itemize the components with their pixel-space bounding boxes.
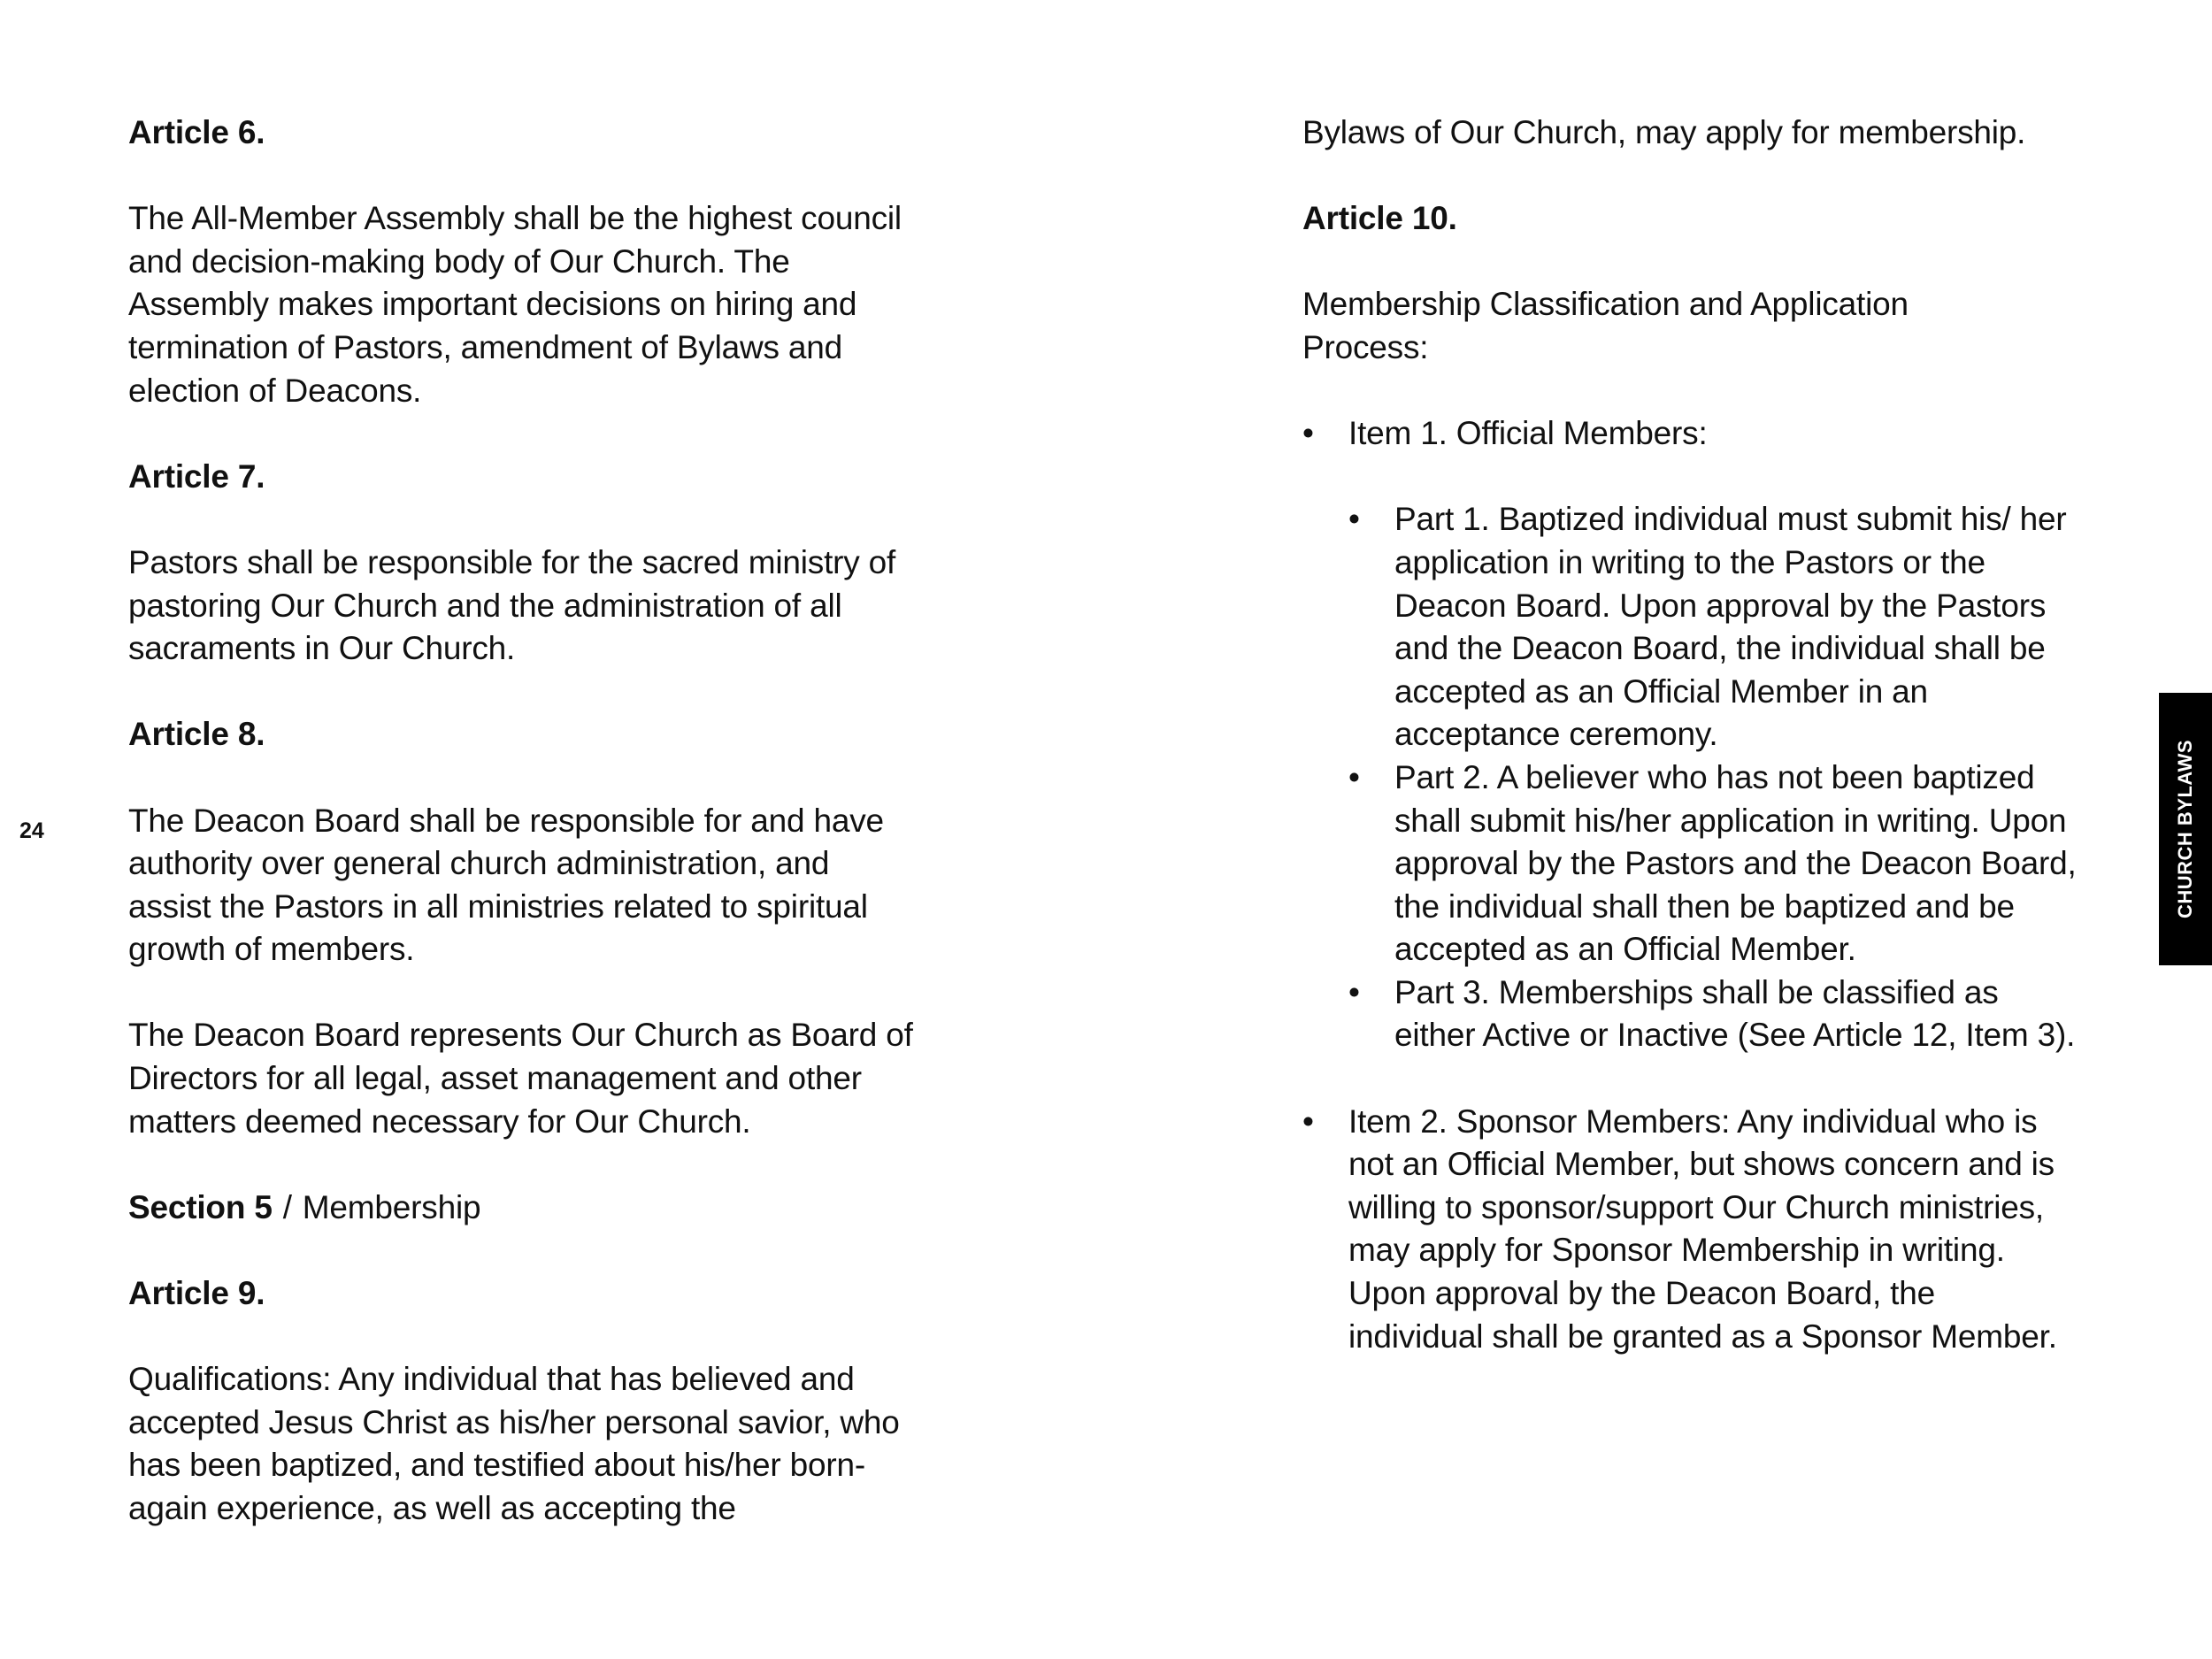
- section-5-title: [128, 1187, 925, 1230]
- list-item: [1302, 412, 2099, 1101]
- article-8-body-2: The Deacon Board represents Our Church as Board of Directors for all legal, asset management and other matters deemed necessary for Our Church.: [128, 1017, 913, 1140]
- list-item: • Item 2. Sponsor Members: Any individual who is not an Official Member, but shows concern and is willing to sponsor/support Our Church ministries, may apply for Sponsor Membership in writing. Upon approval by the Deacon Board, the individual shall be granted as a Sponsor Member.: [1302, 1101, 2074, 1359]
- item-1-parts-list: [1348, 498, 2099, 1057]
- membership-items-list: [1302, 412, 2099, 1358]
- article-10-heading: Article 10.: [1302, 200, 1457, 237]
- article-10-intro: Membership Classification and Application Process:: [1302, 286, 1909, 365]
- section-label: Section 5: [128, 1188, 273, 1225]
- article-9-heading: Article 9.: [128, 1275, 265, 1312]
- item-1-label: Item 1. Official Members:: [1348, 415, 1708, 452]
- side-tab: [2159, 693, 2212, 965]
- list-item: • Part 2. A believer who has not been baptized shall submit his/her application in writing. Upon approval by the Pastors and the Deacon Board, the individual shall then be baptized and be accepted as an Official Member.: [1348, 757, 2085, 972]
- article-8-heading: Article 8.: [128, 716, 265, 753]
- article-9-body: Qualifications: Any individual that has believed and accepted Jesus Christ as his/her personal savior, who has been baptized, and testified about his/her born-again experience, as well as accepting the: [128, 1361, 900, 1526]
- list-item: • Part 3. Memberships shall be classified as either Active or Inactive (See Article 12, Item 3).: [1348, 972, 2085, 1057]
- left-column: [128, 111, 925, 1531]
- article-7-body: Pastors shall be responsible for the sacred ministry of pastoring Our Church and the administration of all sacraments in Our Church.: [128, 543, 896, 667]
- article-6-heading: Article 6.: [128, 114, 265, 150]
- list-item: • Part 1. Baptized individual must submit his/ her application in writing to the Pastors or the Deacon Board. Upon approval by the Pastors and the Deacon Board, the individual shall be accepted as an Official Member in an acceptance ceremony.: [1348, 498, 2093, 757]
- section-title: Membership: [302, 1188, 481, 1225]
- side-tab-label: CHURCH BYLAWS: [2174, 739, 2196, 919]
- continuation-text: Bylaws of Our Church, may apply for membership.: [1302, 114, 2026, 150]
- page-number: 24: [19, 818, 44, 843]
- right-column: [1302, 111, 2099, 1358]
- section-separator: /: [282, 1188, 292, 1225]
- article-7-heading: Article 7.: [128, 457, 265, 495]
- article-8-body-1: The Deacon Board shall be responsible for and have authority over general church administration, and assist the Pastors in all ministries related to spiritual growth of members.: [128, 802, 884, 968]
- article-6-body: The All-Member Assembly shall be the highest council and decision-making body of Our Church. The Assembly makes important decisions on hiring and termination of Pastors, amendment of Bylaws and election of Deacons.: [128, 200, 902, 409]
